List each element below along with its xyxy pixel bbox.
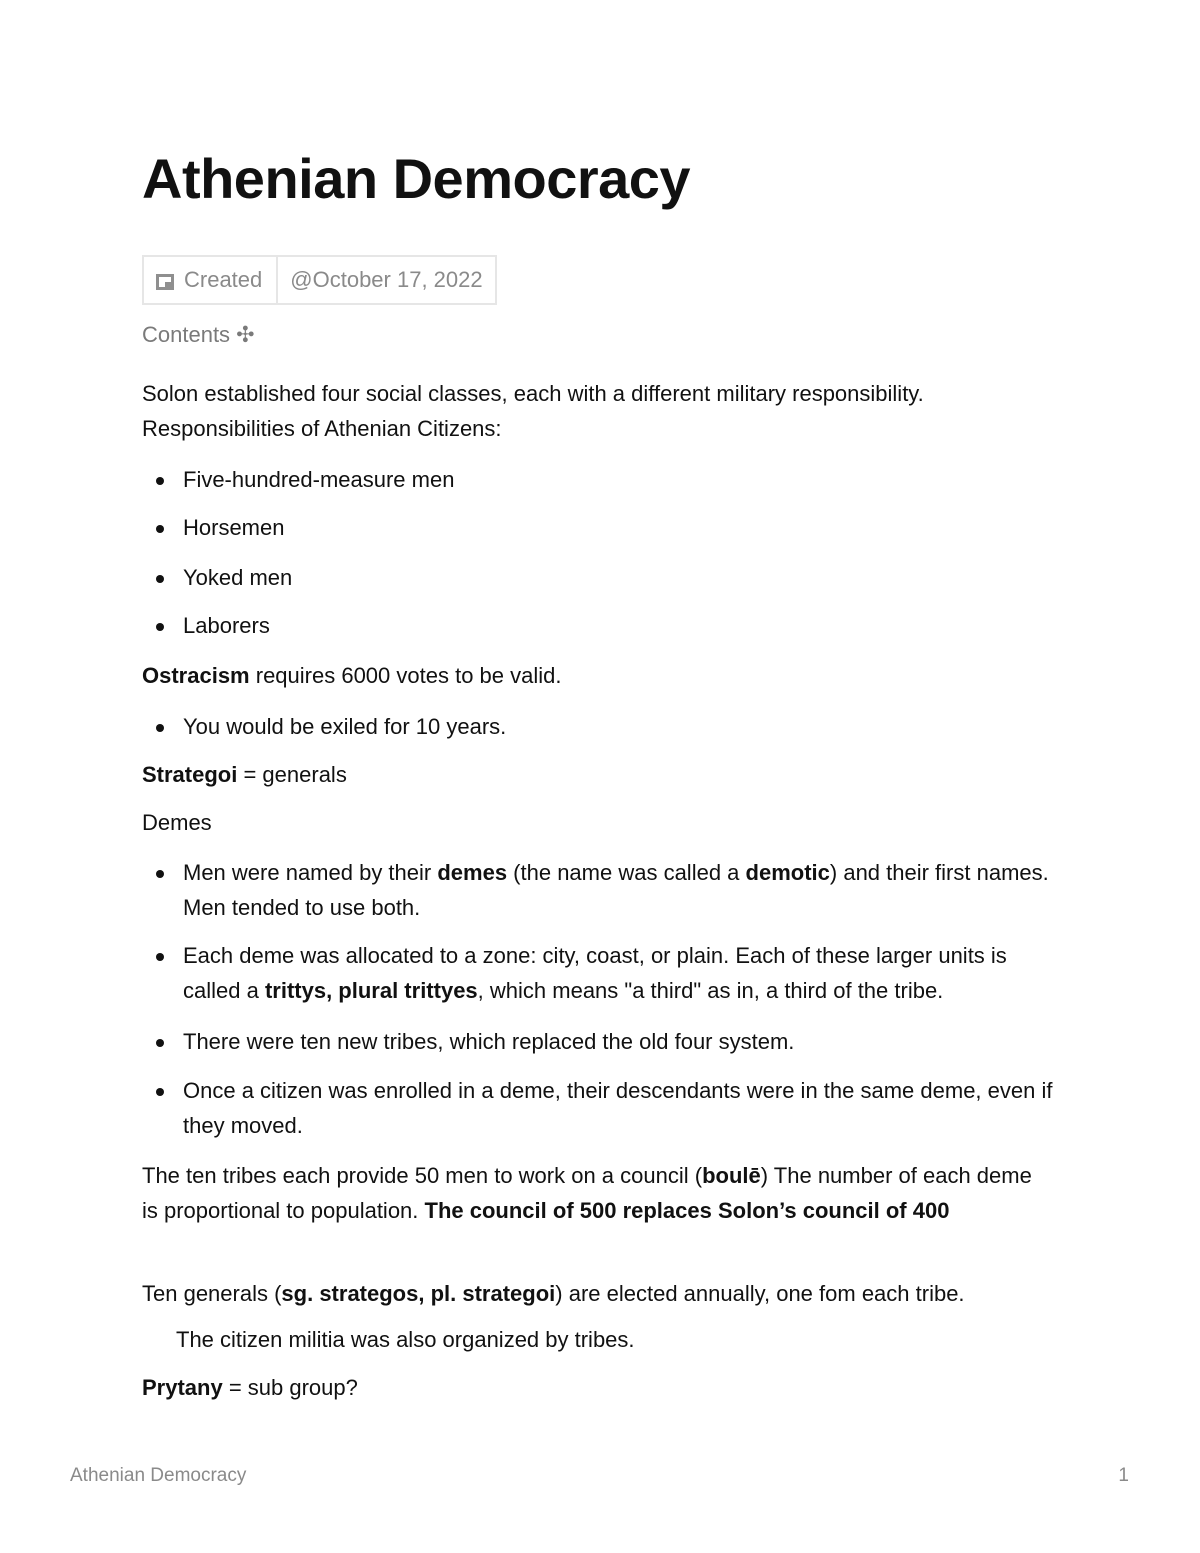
move-icon: ✣ xyxy=(236,322,255,347)
paragraph-solon: Solon established four social classes, each with a different military responsibility. xyxy=(142,381,924,406)
bullet-icon xyxy=(156,870,164,878)
list-item-text xyxy=(183,938,1063,1008)
bullet-icon xyxy=(156,575,164,583)
list-item-text: Yoked men xyxy=(183,565,293,590)
text-span: The ten tribes each provide 50 men to work on a council ( xyxy=(142,1163,703,1188)
bold-term: Ostracism xyxy=(142,663,250,688)
paragraph-militia: The citizen militia was also organized by tribes. xyxy=(176,1327,635,1352)
list-item-text: You would be exiled for 10 years. xyxy=(183,714,507,739)
list-item xyxy=(142,1024,1063,1059)
text-span: ) and their first names. Men tended to use both. xyxy=(183,860,1049,920)
list-item xyxy=(142,608,1063,643)
footer-title: Athenian Democracy xyxy=(70,1465,247,1486)
list-item xyxy=(142,462,1063,497)
bold-term: Strategoi xyxy=(142,762,238,787)
list-item xyxy=(142,1073,1063,1143)
text-span: Ten generals ( xyxy=(142,1281,282,1306)
list-item-text xyxy=(183,855,1063,925)
list-item xyxy=(142,510,1063,545)
property-key-label: Created xyxy=(184,267,263,292)
list-item xyxy=(142,560,1063,595)
text-span: , which means "a third" as in, a third of the tribe. xyxy=(477,978,944,1003)
bullet-icon xyxy=(156,953,164,961)
paragraph-generals xyxy=(142,1276,965,1311)
bold-term: demes xyxy=(437,860,508,885)
text-span: ) are elected annually, one fom each tribe. xyxy=(555,1281,965,1306)
paragraph-strategoi xyxy=(142,757,347,792)
contents-heading[interactable] xyxy=(142,322,255,348)
text-span: Each deme was allocated to a zone: city, coast, or plain. Each of these larger units is called a xyxy=(183,943,1007,1003)
text-span: ) The number of each deme is proportional to population. xyxy=(142,1163,1032,1223)
bold-term: Prytany xyxy=(142,1375,223,1400)
list-item-text: There were ten new tribes, which replaced the old four system. xyxy=(183,1029,795,1054)
bold-term: boulē xyxy=(702,1163,761,1188)
property-row-created[interactable] xyxy=(142,255,497,305)
bold-term: sg. strategos, pl. strategoi xyxy=(281,1281,556,1306)
text-span: (the name was called a xyxy=(507,860,746,885)
bullet-icon xyxy=(156,525,164,533)
text-span: Men were named by their xyxy=(183,860,438,885)
bold-term: demotic xyxy=(745,860,830,885)
text-span: = generals xyxy=(237,762,347,787)
text-span: = sub group? xyxy=(222,1375,358,1400)
property-value[interactable]: @October 17, 2022 xyxy=(290,267,483,292)
list-item xyxy=(142,855,1063,925)
paragraph-council xyxy=(142,1158,1042,1228)
paragraph-responsibilities: Responsibilities of Athenian Citizens: xyxy=(142,416,502,441)
list-item-text: Five-hundred-measure men xyxy=(183,467,455,492)
list-item xyxy=(142,938,1063,1008)
calendar-icon xyxy=(156,274,174,290)
bullet-icon xyxy=(156,1088,164,1096)
list-item-text: Horsemen xyxy=(183,515,285,540)
paragraph-ostracism xyxy=(142,658,561,693)
bold-term: trittys, plural trittyes xyxy=(264,978,478,1003)
text-span: requires 6000 votes to be valid. xyxy=(249,663,562,688)
footer-page-number: 1 xyxy=(1118,1465,1129,1486)
list-item-text: Laborers xyxy=(183,613,270,638)
bullet-icon xyxy=(156,1039,164,1047)
page-title: Athenian Democracy xyxy=(142,147,691,210)
paragraph-prytany xyxy=(142,1370,358,1405)
contents-label: Contents xyxy=(142,322,231,347)
bold-term: The council of 500 replaces Solon’s council of 400 xyxy=(424,1198,950,1223)
heading-demes: Demes xyxy=(142,810,212,835)
property-key xyxy=(144,257,278,303)
bullet-icon xyxy=(156,477,164,485)
list-item-text: Once a citizen was enrolled in a deme, their descendants were in the same deme, even if they moved. xyxy=(183,1078,1053,1138)
list-item xyxy=(142,709,1063,744)
bullet-icon xyxy=(156,724,164,732)
bullet-icon xyxy=(156,623,164,631)
